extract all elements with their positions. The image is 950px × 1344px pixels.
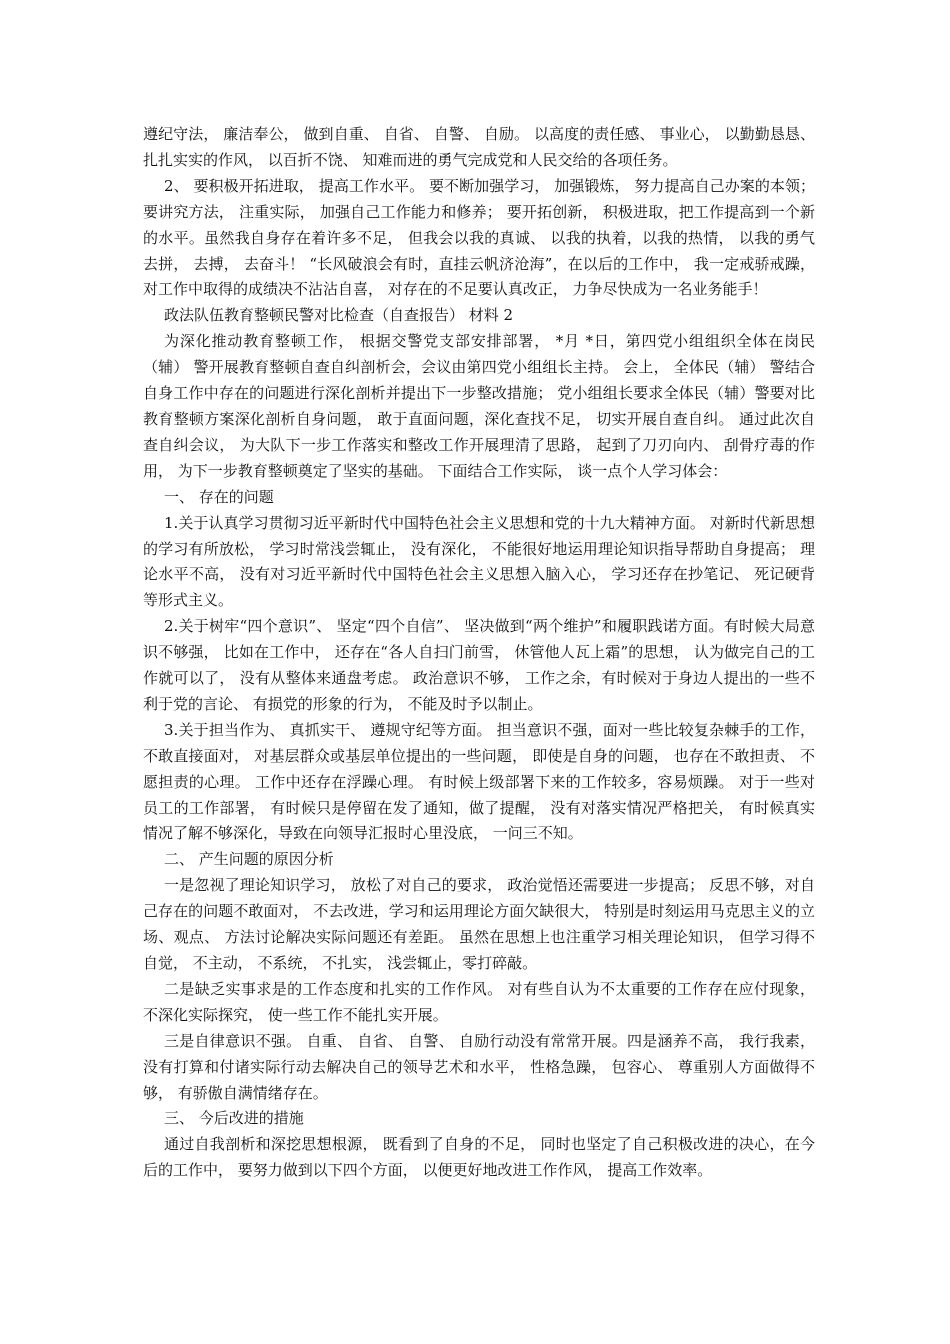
heading-measures: 三、 今后改进的措施 <box>164 1109 304 1128</box>
paragraph-3: 为深化推动教育整顿工作， 根据交警党支部安排部署， *月 *日，第四党小组组织全体在岗民（辅） 警开展教育整顿自查自纠剖析会，会议由第四党小组组长主持。 会上， 全体民（辅） 警结合自身工作中存在的问题进行深化剖析并提出下一步整改措施； 党小组组长要求全体民（辅）警要对比教育整顿方案深化剖析自身问题， 敢于直面问题，深化查找不足， 切实开展自查自纠。 通过此次自查自纠会议， 为大队下一步工作落实和整改工作开展理清了思路， 起到了刀刃向内、 刮骨疗毒的作用， 为下一步教育整顿奠定了坚实的基础。 下面结合工作实际， 谈一点个人学习体会： <box>143 332 815 480</box>
section-title: 政法队伍教育整顿民警对比检查（自查报告） 材料 2 <box>164 306 514 325</box>
heading-causes: 二、 产生问题的原因分析 <box>164 850 334 869</box>
document-body <box>143 122 815 1184</box>
paragraph-problem-3: 3.关于担当作为、 真抓实干、 遵规守纪等方面。 担当意识不强，面对一些比较复杂棘手的工作， 不敢直接面对， 对基层群众或基层单位提出的一些问题， 即使是自身的问题， 也存在不敢担责、 不愿担责的心理。 工作中还存在浮躁心理。 有时候上级部署下来的工作较多，容易烦躁。 对于一些对员工的工作部署， 有时候只是停留在发了通知，做了提醒， 没有对落实情况严格把关， 有时候真实情况了解不够深化，导致在向领导汇报时心里没底， 一问三不知。 <box>143 720 815 843</box>
paragraph-1: 遵纪守法， 廉洁奉公， 做到自重、 自省、 自警、 自励。 以高度的责任感、 事业心， 以勤勤恳恳、扎扎实实的作风， 以百折不饶、 知难而进的勇气完成党和人民交给的各项任务。 <box>143 125 815 169</box>
paragraph-problem-1: 1.关于认真学习贯彻习近平新时代中国特色社会主义思想和党的十九大精神方面。 对新时代新思想的学习有所放松， 学习时常浅尝辄止， 没有深化， 不能很好地运用理论知识指导帮助自身提高； 理论水平不高， 没有对习近平新时代中国特色社会主义思想入脑入心， 学习还存在抄笔记、 死记硬背等形式主义。 <box>143 513 815 610</box>
paragraph-2: 2、 要积极开拓进取， 提高工作水平。 要不断加强学习， 加强锻炼， 努力提高自己办案的本领； 要讲究方法， 注重实际， 加强自己工作能力和修养； 要开拓创新， 积极进取，把工作提高到一个新的水平。虽然我自身存在着许多不足， 但我会以我的真诚、 以我的执着，以我的热情， 以我的勇气去拼， 去搏， 去奋斗！ “长风破浪会有时，直挂云帆济沧海”，在以后的工作中， 我一定戒骄戒躁， 对工作中取得的成绩决不沾沾自喜， 对存在的不足要认真改正， 力争尽快成为一名业务能手！ <box>143 176 815 299</box>
paragraph-measures: 通过自我剖析和深挖思想根源， 既看到了自身的不足， 同时也坚定了自己积极改进的决心，在今后的工作中， 要努力做到以下四个方面， 以便更好地改进工作作风， 提高工作效率。 <box>143 1135 815 1180</box>
heading-problems: 一、 存在的问题 <box>164 487 274 506</box>
paragraph-cause-3: 三是自律意识不强。 自重、 自省、 自警、 自励行动没有常常开展。四是涵养不高， 我行我素， 没有打算和付诸实际行动去解决自己的领导艺术和水平， 性格急躁， 包容心、 尊重别人方面做得不够， 有骄傲自满情绪存在。 <box>143 1031 815 1102</box>
paragraph-problem-2: 2.关于树牢“四个意识”、 坚定“四个自信”、 坚决做到“两个维护”和履职践诺方面。有时候大局意识不够强， 比如在工作中， 还存在“各人自扫门前雪， 休管他人瓦上霜”的思想， 认为做完自己的工作就可以了， 没有从整体来通盘考虑。 政治意识不够， 工作之余，有时候对于身边人提出的一些不利于党的言论、 有损党的形象的行为， 不能及时予以制止。 <box>143 617 815 713</box>
paragraph-cause-1: 一是忽视了理论知识学习， 放松了对自己的要求， 政治觉悟还需要进一步提高； 反思不够，对自己存在的问题不敢面对， 不去改进，学习和运用理论方面欠缺很大， 特别是时刻运用马克思主义的立场、观点、 方法讨论解决实际问题还有差距。 虽然在思想上也注重学习相关理论知识， 但学习得不自觉， 不主动， 不系统， 不扎实， 浅尝辄止，零打碎敲。 <box>143 876 815 972</box>
paragraph-cause-2: 二是缺乏实事求是的工作态度和扎实的工作作风。 对有些自认为不太重要的工作存在应付现象， 不深化实际探究， 使一些工作不能扎实开展。 <box>143 979 815 1024</box>
